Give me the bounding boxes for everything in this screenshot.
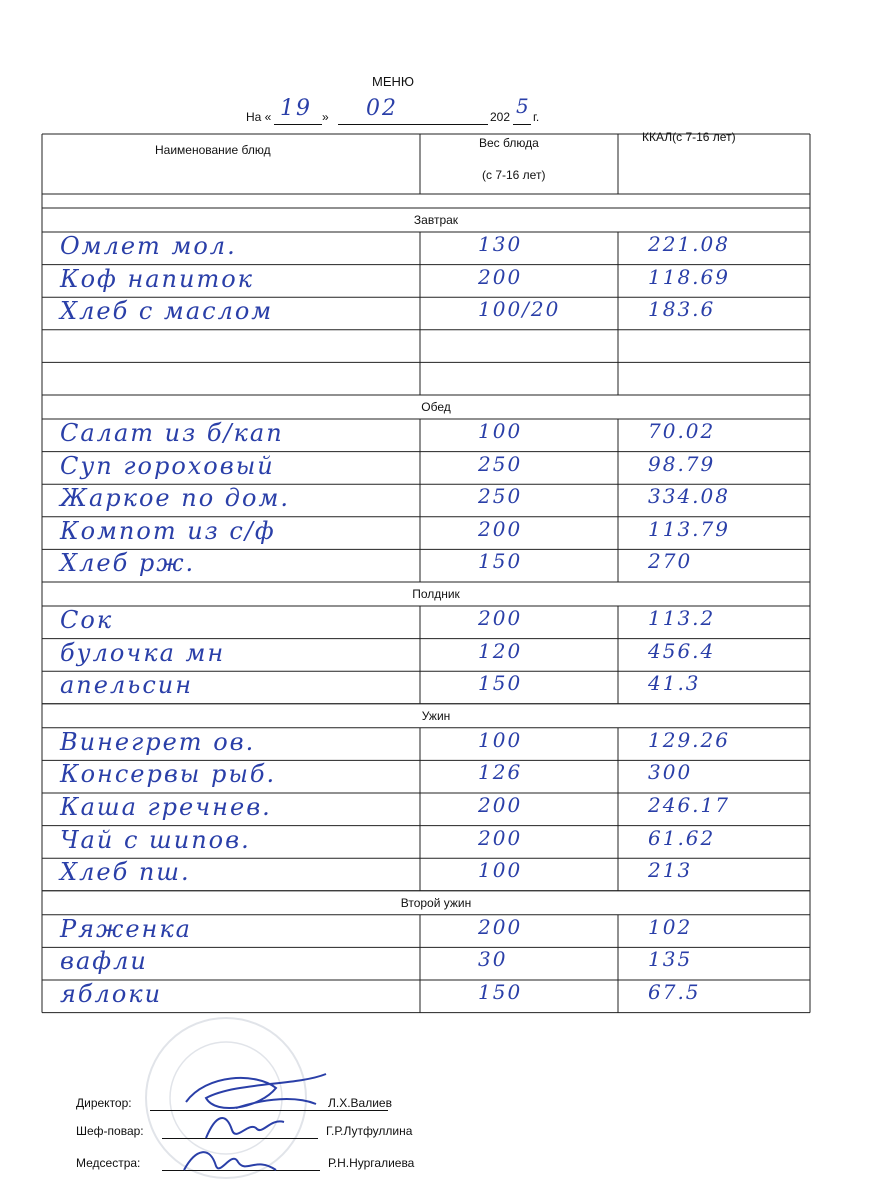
signature-role: Медсестра: — [76, 1156, 141, 1170]
cell-weight: 200 — [478, 264, 523, 289]
table-row — [0, 639, 872, 672]
date-year-suffix: г. — [533, 110, 540, 124]
table-row — [0, 232, 872, 265]
table-row — [0, 671, 872, 704]
table-row — [0, 517, 872, 550]
cell-kcal: 135 — [648, 947, 693, 972]
table-row — [0, 549, 872, 582]
cell-weight: 200 — [478, 793, 523, 817]
signature-row — [76, 1096, 392, 1110]
table-row — [0, 858, 872, 891]
cell-weight: 150 — [478, 980, 523, 1004]
cell-kcal: 70.02 — [648, 419, 716, 443]
table-row — [0, 793, 872, 826]
cell-name: Хлеб с маслом — [60, 297, 274, 326]
cell-weight: 250 — [478, 451, 523, 476]
table-row — [0, 265, 872, 298]
signature-person: Р.Н.Нургалиева — [328, 1156, 415, 1170]
cell-name: Консервы рыб. — [60, 760, 277, 789]
cell-kcal: 270 — [648, 549, 693, 574]
cell-weight: 200 — [478, 825, 523, 850]
cell-kcal: 129.26 — [648, 727, 730, 752]
table-row — [0, 419, 872, 452]
cell-kcal: 334.08 — [648, 484, 730, 509]
signature-row — [76, 1124, 413, 1138]
cell-name: Сок — [60, 606, 114, 634]
cell-kcal: 113.79 — [648, 516, 730, 541]
cell-name: Омлет мол. — [60, 232, 237, 260]
section-title: Обед — [421, 400, 451, 414]
cell-weight: 120 — [478, 638, 523, 663]
cell-name: Жаркое по дом. — [60, 484, 290, 513]
date-year-prefix: 202 — [490, 110, 511, 124]
cell-kcal: 61.62 — [648, 825, 716, 850]
cell-weight: 250 — [478, 484, 523, 509]
cell-kcal: 98.79 — [648, 451, 716, 476]
date-day: 19 — [280, 96, 312, 121]
cell-kcal: 456.4 — [648, 638, 716, 663]
header-weight: Вес блюда — [479, 136, 539, 150]
section-title: Второй ужин — [400, 895, 472, 910]
cell-weight: 30 — [478, 947, 508, 972]
cell-kcal: 118.69 — [648, 264, 730, 289]
header-weight-age: (с 7-16 лет) — [482, 168, 546, 182]
cell-weight: 200 — [478, 606, 523, 630]
cell-name: Компот из с/ф — [60, 516, 276, 545]
section-title: Ужин — [421, 708, 451, 723]
table-row — [0, 947, 872, 980]
cell-kcal: 246.17 — [648, 793, 730, 817]
header-kcal: ККАЛ(с 7-16 лет) — [642, 130, 736, 144]
cell-kcal: 67.5 — [648, 980, 701, 1004]
header-name: Наименование блюд — [155, 143, 271, 157]
date-month: 02 — [366, 96, 398, 121]
cell-kcal: 221.08 — [648, 232, 730, 256]
date-prefix: На « — [246, 110, 272, 124]
table-row — [0, 606, 872, 639]
cell-weight: 126 — [478, 760, 523, 785]
section-title: Завтрак — [413, 213, 459, 227]
cell-kcal: 113.2 — [648, 606, 716, 630]
table-row — [0, 297, 872, 330]
cell-name: апельсин — [60, 671, 194, 700]
table-row — [0, 330, 872, 363]
table-row — [0, 980, 872, 1013]
signature-person: Г.Р.Лутфуллина — [326, 1124, 413, 1138]
date-quote-close: » — [322, 110, 329, 124]
page-title: МЕНЮ — [372, 74, 415, 89]
cell-weight: 100 — [478, 727, 523, 752]
cell-weight: 130 — [478, 232, 523, 256]
cell-name: Хлеб рж. — [60, 549, 196, 578]
cell-weight: 200 — [478, 516, 523, 541]
cell-name: Коф напиток — [60, 264, 255, 293]
table-row — [0, 760, 872, 793]
signature-role: Шеф-повар: — [76, 1124, 144, 1138]
cell-weight: 100 — [478, 419, 523, 443]
cell-kcal: 41.3 — [648, 671, 701, 696]
table-row — [0, 826, 872, 859]
cell-name: Салат из б/кап — [60, 419, 284, 447]
table-row — [0, 362, 872, 395]
cell-kcal: 300 — [648, 760, 693, 785]
cell-weight: 200 — [478, 914, 523, 939]
table-row — [0, 915, 872, 948]
cell-kcal: 102 — [648, 914, 693, 939]
section-title: Полдник — [412, 587, 460, 601]
cell-weight: 150 — [478, 549, 523, 574]
cell-weight: 150 — [478, 671, 523, 696]
cell-name: Каша гречнев. — [60, 793, 272, 821]
cell-name: вафли — [60, 947, 148, 976]
cell-name: Ряженка — [60, 914, 192, 943]
nurse-signature — [176, 1140, 286, 1184]
cell-name: яблоки — [60, 980, 163, 1008]
signature-row — [76, 1156, 415, 1170]
date-year-digit: 5 — [516, 94, 531, 118]
cell-weight: 100/20 — [478, 297, 561, 322]
table-row — [0, 728, 872, 761]
table-row — [0, 452, 872, 485]
cell-name: Чай с шипов. — [60, 825, 251, 854]
signature-person: Л.Х.Валиев — [328, 1096, 392, 1110]
cell-name: Хлеб пш. — [60, 858, 191, 887]
cell-name: булочка мн — [60, 638, 226, 667]
table-row — [0, 484, 872, 517]
cell-weight: 100 — [478, 858, 523, 883]
cell-name: Винегрет ов. — [60, 727, 256, 756]
signature-role: Директор: — [76, 1096, 132, 1110]
cell-name: Суп гороховый — [60, 451, 275, 480]
cell-kcal: 183.6 — [648, 297, 716, 322]
cell-kcal: 213 — [648, 858, 693, 883]
